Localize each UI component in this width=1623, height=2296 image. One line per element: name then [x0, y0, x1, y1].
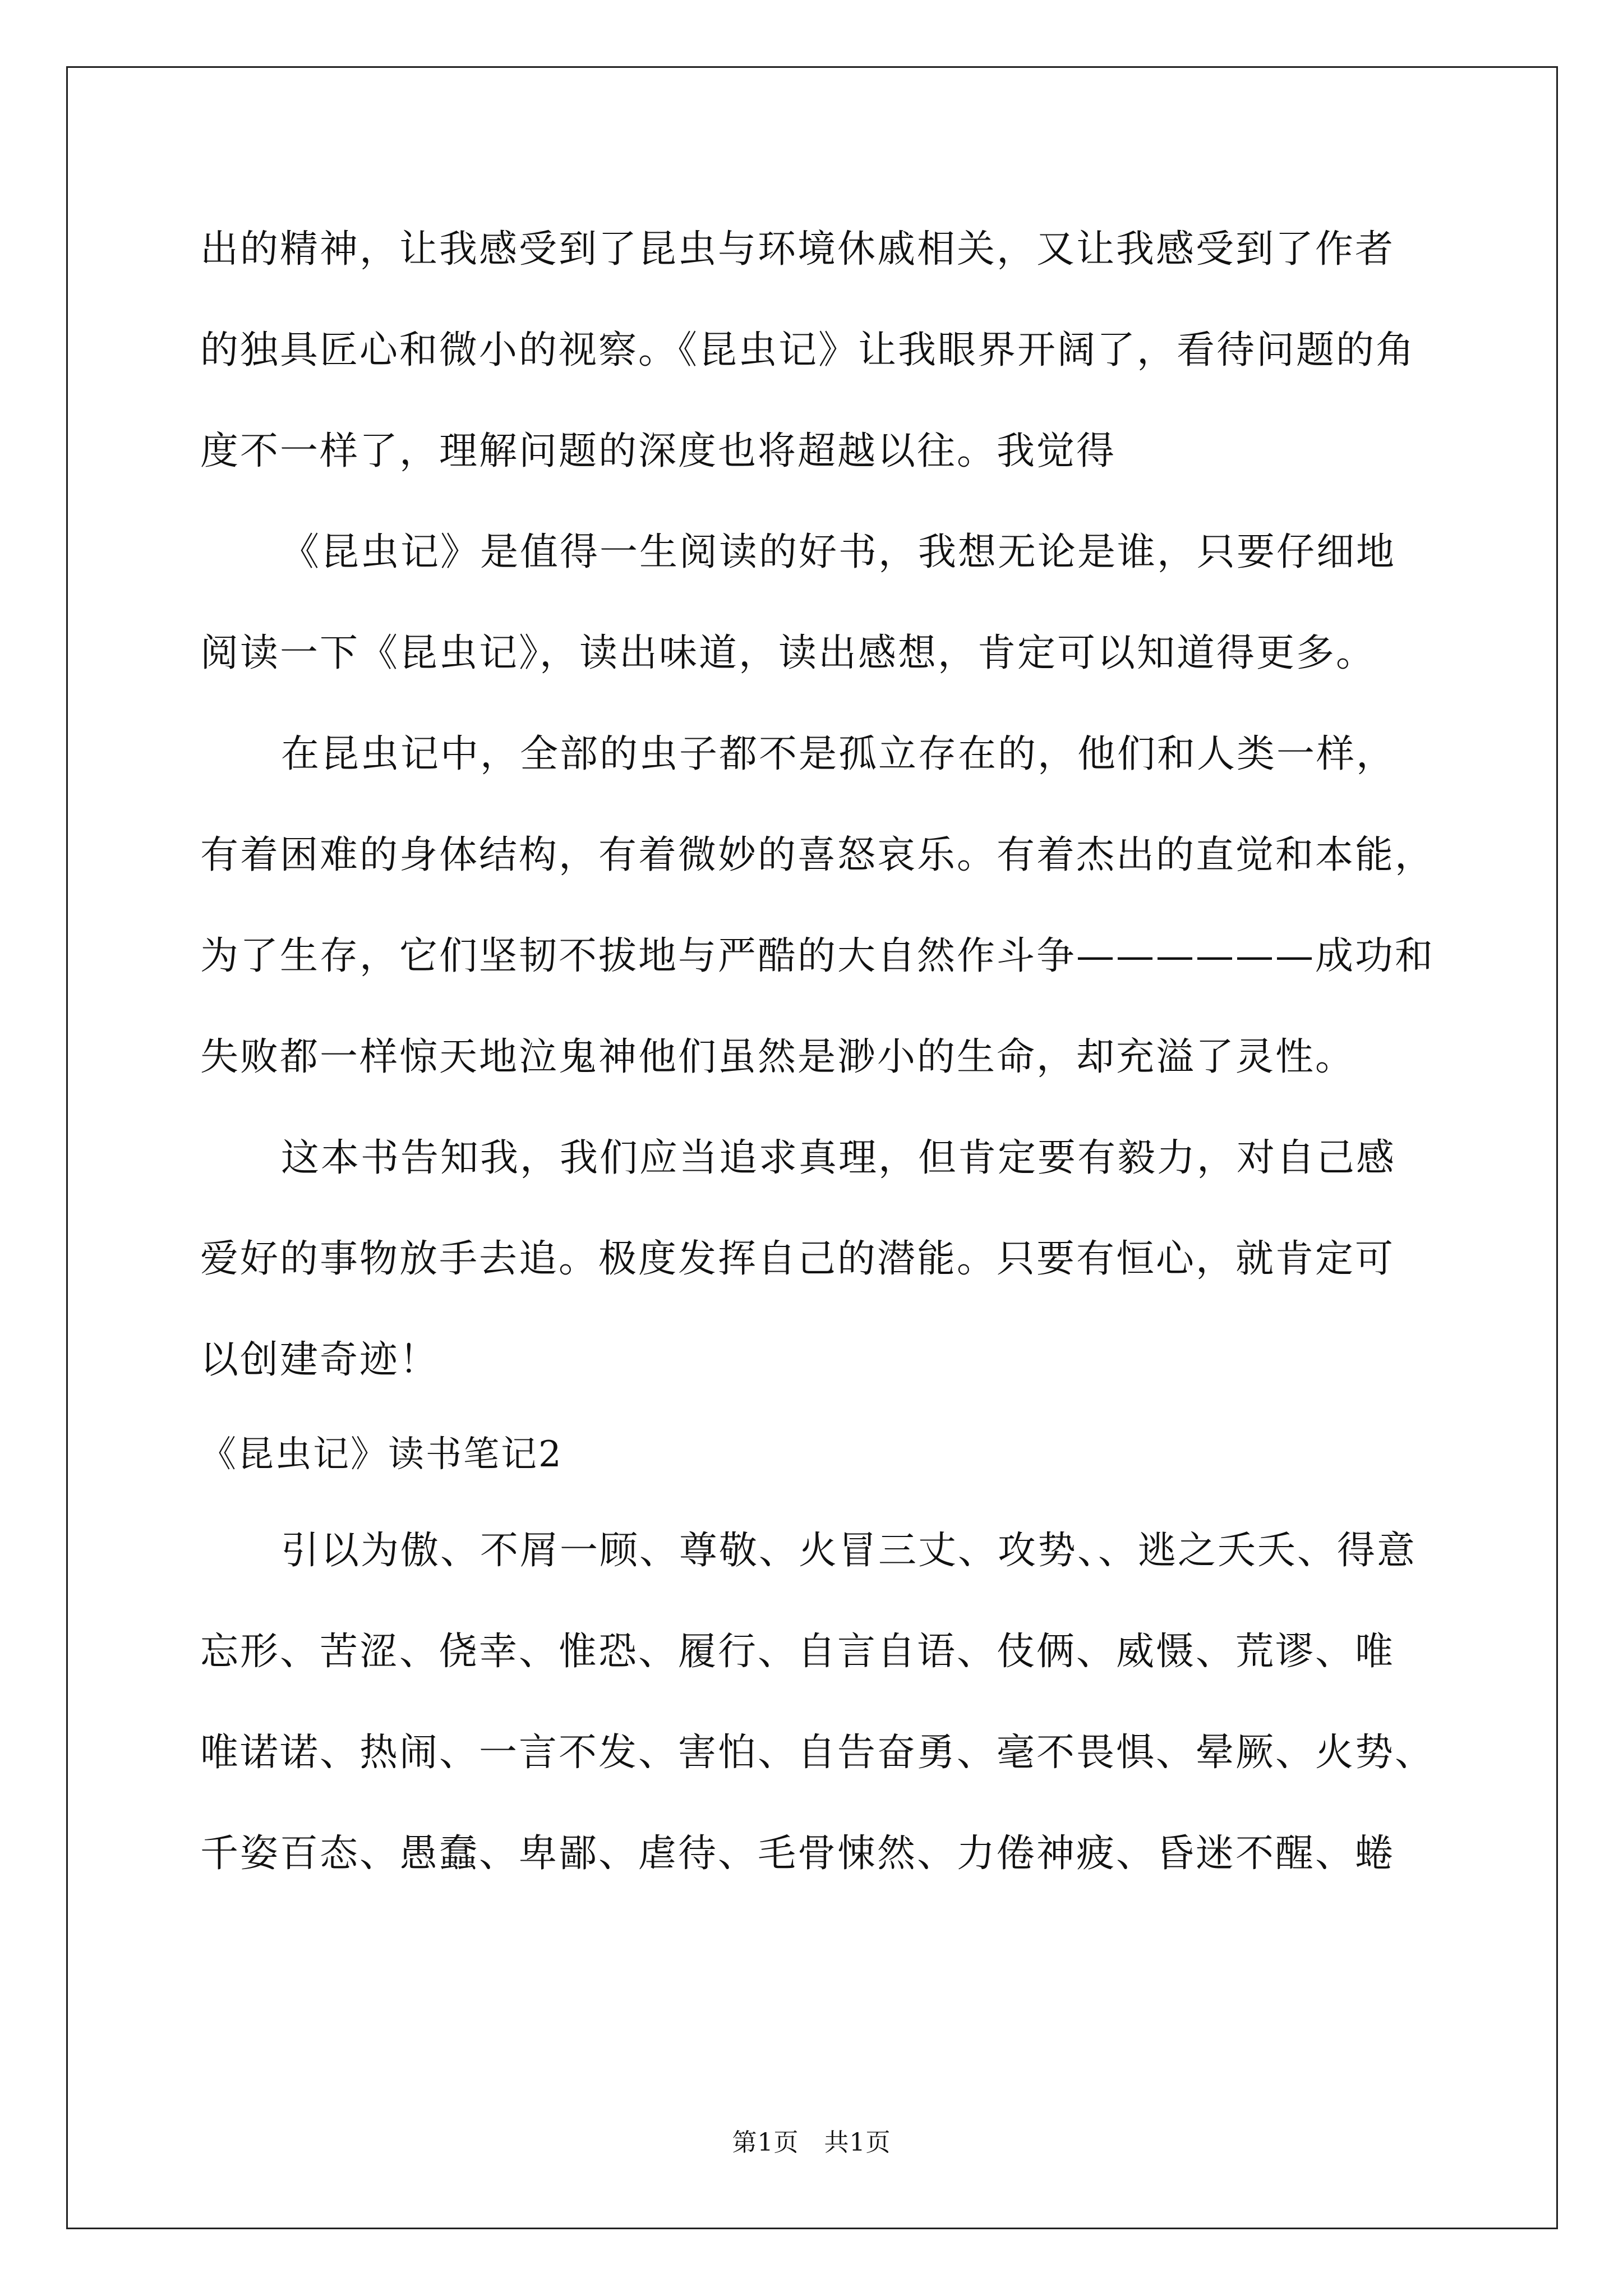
text-line: 这本书告知我，我们应当追求真理，但肯定要有毅力，对自己感 [281, 1136, 1396, 1180]
text-line: 失败都一样惊天地泣鬼神他们虽然是渺小的生命，却充溢了灵性。 [200, 1035, 1355, 1079]
page-footer: 第1页 共1页 [732, 2128, 891, 2157]
text-line: 的独具匠心和微小的视察。《昆虫记》让我眼界开阔了，看待问题的角 [200, 328, 1416, 372]
text-line: 有着困难的身体结构，有着微妙的喜怒哀乐。有着杰出的直觉和本能， [200, 833, 1435, 877]
text-line: 以创建奇迹！ [200, 1338, 440, 1382]
text-line: 引以为傲、不屑一顾、尊敬、火冒三丈、攻势、、逃之夭夭、得意 [281, 1529, 1417, 1573]
text-line: 忘形、苦涩、侥幸、惟恐、履行、自言自语、伎俩、威慑、荒谬、唯 [200, 1630, 1395, 1674]
text-line: 在昆虫记中，全部的虫子都不是孤立存在的，他们和人类一样， [281, 732, 1396, 776]
section-title: 《昆虫记》读书笔记2 [200, 1434, 563, 1475]
text-line: 爱好的事物放手去追。极度发挥自己的潜能。只要有恒心，就肯定可 [200, 1237, 1395, 1281]
text-line: 为了生存，它们坚韧不拔地与严酷的大自然作斗争——————成功和 [200, 934, 1435, 978]
text-line: 出的精神，让我感受到了昆虫与环境休戚相关，又让我感受到了作者 [200, 227, 1395, 272]
text-line: 阅读一下《昆虫记》，读出味道，读出感想，肯定可以知道得更多。 [200, 631, 1376, 675]
text-line: 《昆虫记》是值得一生阅读的好书，我想无论是谁，只要仔细地 [281, 530, 1396, 574]
text-line: 度不一样了，理解问题的深度也将超越以往。我觉得 [200, 429, 1117, 473]
text-line: 千姿百态、愚蠢、卑鄙、虐待、毛骨悚然、力倦神疲、昏迷不醒、蜷 [200, 1832, 1395, 1876]
text-line: 唯诺诺、热闹、一言不发、害怕、自告奋勇、毫不畏惧、晕厥、火势、 [200, 1731, 1435, 1775]
